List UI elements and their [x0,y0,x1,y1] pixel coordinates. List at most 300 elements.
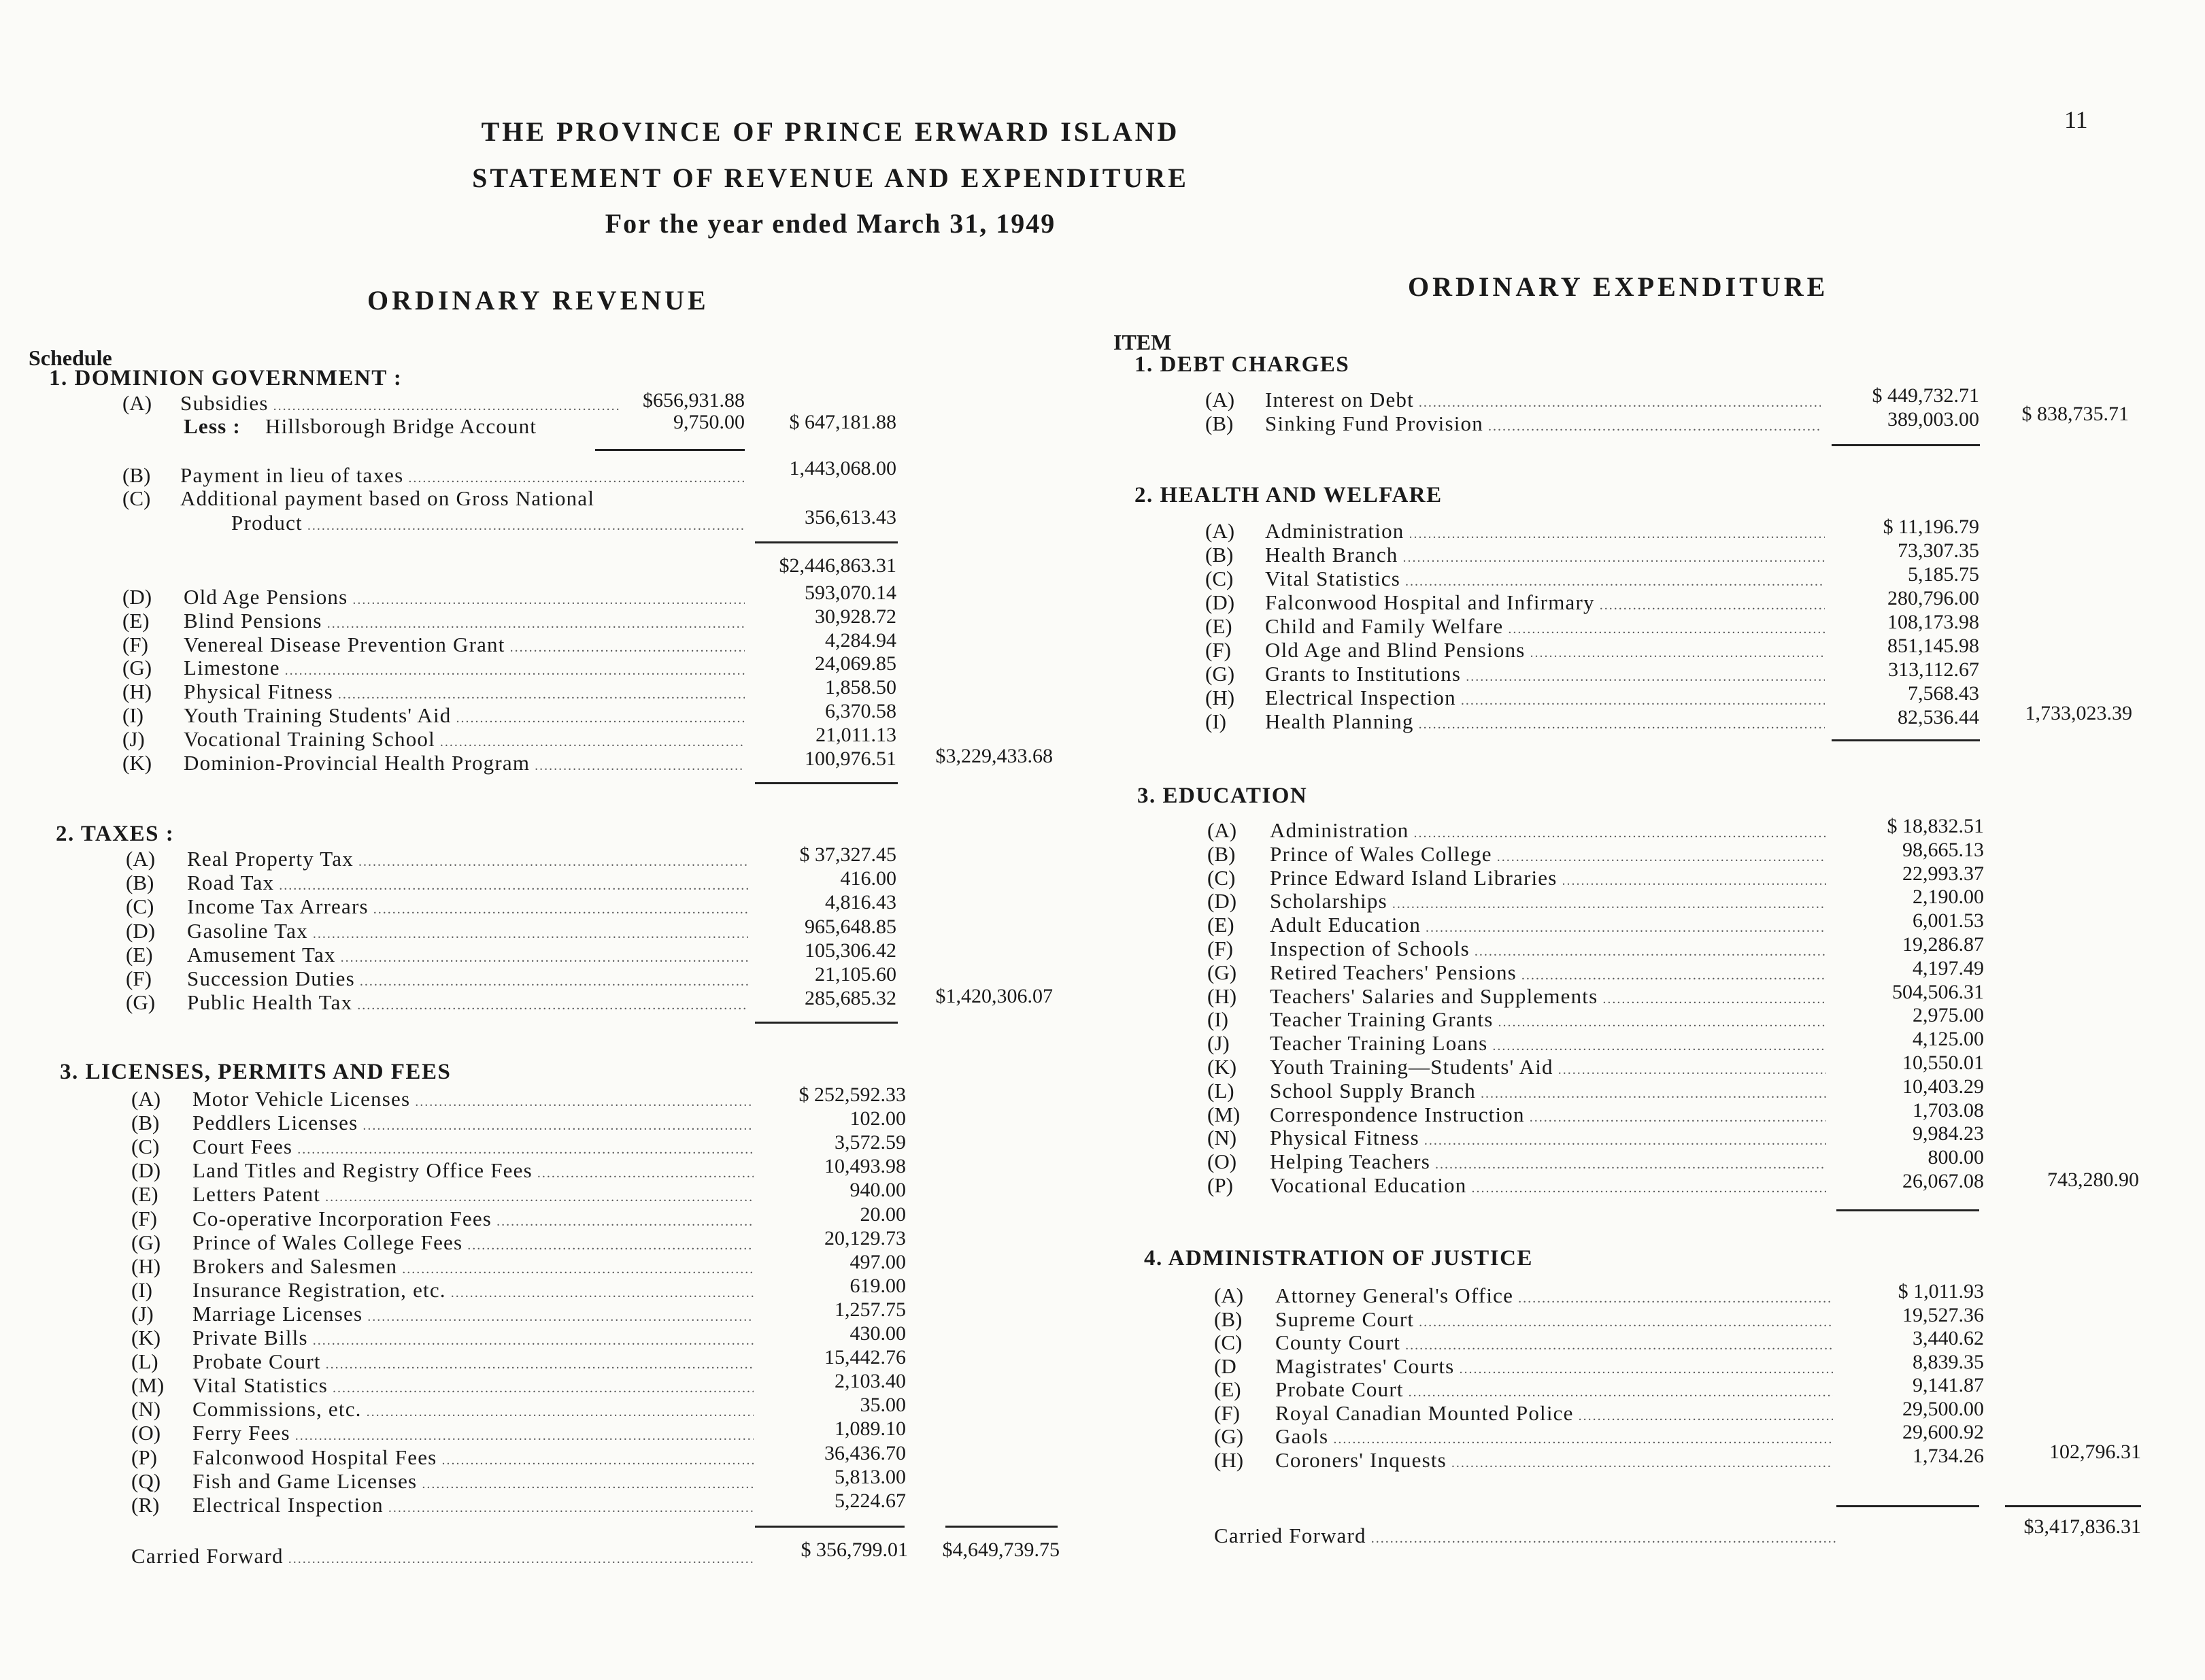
item-amount: 8,839.35 [1913,1350,1984,1373]
revenue-s1-b-row [122,463,748,488]
item-letter: (C) [1205,567,1234,590]
item-text: Payment in lieu of taxes ..... [180,463,745,490]
line-item-row [131,1349,757,1374]
revenue-section-1-total: $3,229,433.68 [935,745,1053,767]
item-letter: (C) [1207,865,1236,890]
item-amount: $ 449,732.71 [1872,384,1979,407]
line-item-row [131,1254,757,1279]
item-amount: 102.00 [849,1107,906,1130]
item-text: Inspection of Schools ..... [1270,937,1826,964]
item-letter: (A) [1207,818,1237,842]
expenditure-carried-forward-row [1214,1524,1840,1548]
item-letter: (A) [1214,1283,1244,1307]
item-text: Dominion-Provincial Health Program ..... [184,751,745,778]
line-item-row [131,1158,757,1183]
item-text: Child and Family Welfare ..... [1265,614,1825,641]
line-item-row [122,751,748,775]
item-text: Old Age Pensions ..... [184,585,745,612]
subtotal-amount: $2,446,863.31 [779,554,896,577]
item-amount: 19,527.36 [1902,1303,1984,1326]
item-letter: (P) [1207,1173,1233,1197]
item-text: Private Bills ..... [192,1326,754,1353]
item-text: Road Tax ..... [187,871,748,898]
item-amount: 36,436.70 [824,1441,906,1464]
item-letter: (B) [1205,411,1234,435]
item-text: Limestone ..... [184,656,745,683]
item-letter: (E) [126,942,153,967]
item-text: Royal Canadian Mounted Police ..... [1275,1401,1833,1428]
rule [1832,444,1980,446]
item-letter: (D [1214,1354,1236,1378]
line-item-row [131,1326,757,1350]
revenue-section-2-title: 2. TAXES : [56,822,175,846]
rule [755,1526,905,1528]
item-letter: (O) [1207,1149,1237,1174]
line-item-row [1214,1401,1836,1426]
item-amount: 10,550.01 [1902,1052,1984,1074]
line-item-row [1205,709,1828,734]
line-item-row [131,1278,757,1303]
item-letter: (G) [1207,960,1237,984]
item-amount: 2,190.00 [1913,886,1984,909]
item-amount: 416.00 [840,867,896,890]
item-amount: 21,105.60 [815,963,896,986]
rule [2005,1505,2141,1507]
line-item-row [131,1397,757,1422]
item-text: Adult Education ..... [1270,913,1826,940]
expenditure-section-4-title: 4. ADMINISTRATION OF JUSTICE [1144,1246,1533,1271]
item-amount: 851,145.98 [1887,635,1979,657]
item-amount: 2,103.40 [835,1370,906,1393]
item-amount: $ 37,327.45 [799,843,896,866]
item-amount: 7,568.43 [1908,682,1979,705]
line-item-row [126,943,752,967]
title-statement: STATEMENT OF REVENUE AND EXPENDITURE [472,163,1189,193]
item-letter: (M) [1207,1102,1241,1126]
line-item-row [122,703,748,728]
line-item-row [1207,1055,1830,1079]
item-text: Motor Vehicle Licenses ..... [192,1087,754,1114]
item-text: Gaols ..... [1275,1424,1833,1451]
item-letter: (C) [126,894,154,919]
line-item-row [126,847,752,871]
item-amount: $ 252,592.33 [798,1083,906,1106]
line-item-row [131,1207,757,1231]
item-letter: (M) [131,1373,165,1398]
line-item-row [131,1493,757,1517]
item-letter: (H) [122,679,152,704]
expenditure-section-1-title: 1. DEBT CHARGES [1134,352,1350,377]
rule [1836,1209,1979,1211]
line-item-row [1207,818,1830,843]
item-amount: $ 11,196.79 [1883,516,1979,538]
item-amount: 29,500.00 [1902,1397,1984,1420]
less-label: Less : [184,414,241,438]
item-letter: (F) [1214,1400,1240,1425]
item-text: Peddlers Licenses ..... [192,1111,754,1138]
item-letter: (F) [126,967,152,990]
item-amount: 20,129.73 [824,1226,906,1249]
item-text: Vocational Education ..... [1270,1173,1826,1200]
item-amount: 35.00 [860,1394,906,1417]
title-province: THE PROVINCE OF PRINCE ERWARD ISLAND [481,116,1180,147]
line-item-row [122,656,748,680]
line-item-row [1205,411,1824,436]
item-text: Administration ..... [1270,818,1826,845]
line-item-row [126,967,752,991]
item-text: Interest on Debt ..... [1265,388,1821,415]
line-item-row [1207,1007,1830,1032]
line-item-row [1214,1424,1836,1449]
item-text: Subsidies ..... [180,391,619,418]
line-item-row [1207,842,1830,867]
item-text: Old Age and Blind Pensions ..... [1265,638,1825,665]
item-letter: (C) [122,486,151,510]
item-letter: (K) [131,1326,161,1349]
line-item-row [131,1373,757,1398]
item-text: Probate Court ..... [1275,1377,1833,1405]
line-item-row [1205,567,1828,591]
item-text: Vital Statistics ..... [192,1373,754,1400]
item-amount: 98,665.13 [1902,838,1984,861]
item-letter: (D) [1205,590,1235,614]
item-letter: (B) [1214,1307,1243,1331]
item-text: Additional payment based on Gross National [180,486,595,510]
item-amount: 19,286.87 [1902,933,1984,956]
item-letter: (I) [1207,1007,1228,1032]
line-item-row [126,894,752,919]
item-text: Attorney General's Office ..... [1275,1283,1833,1311]
item-amount: 20.00 [860,1203,906,1226]
item-text: Land Titles and Registry Office Fees ..... [192,1158,754,1186]
item-amount: 3,440.62 [1913,1327,1984,1349]
item-text: Venereal Disease Prevention Grant ..... [184,633,745,660]
item-amount: 619.00 [849,1274,906,1297]
item-text: Falconwood Hospital Fees ..... [192,1445,754,1473]
item-letter: (B) [126,871,154,895]
line-item-row [1214,1354,1836,1379]
item-letter: (G) [126,990,156,1015]
schedule-label: Schedule [29,346,112,370]
item-amount: 1,443,068.00 [789,457,896,480]
item-amount: 5,224.67 [835,1489,906,1512]
item-amount: 105,306.42 [805,939,896,962]
item-amount: 285,685.32 [805,987,896,1010]
item-amount: 389,003.00 [1887,408,1979,431]
item-amount: 4,284.94 [825,628,896,652]
item-letter: (C) [131,1135,160,1159]
line-item-row [131,1445,757,1470]
item-amount: 1,734.26 [1913,1444,1984,1467]
item-amount: 1,089.10 [835,1417,906,1441]
item-letter: (E) [122,608,150,633]
item-letter: (G) [1205,662,1235,686]
line-item-row [1207,1149,1830,1174]
line-item-row [131,1111,757,1135]
item-letter: (H) [1205,686,1235,709]
line-item-row [1205,519,1828,543]
item-text: Grants to Institutions ..... [1265,662,1825,689]
line-item-row [126,919,752,943]
page-number: 11 [2064,106,2088,133]
item-letter: (B) [1205,543,1234,567]
item-text: Amusement Tax ..... [187,943,748,970]
item-text: Marriage Licenses ..... [192,1302,754,1329]
item-amount: 940.00 [849,1179,906,1202]
item-text: Prince of Wales College ..... [1270,842,1826,869]
item-amount: 356,613.43 [805,506,896,528]
item-amount: 4,816.43 [825,891,896,914]
item-amount: 108,173.98 [1887,611,1979,633]
item-text: Vocational Training School ..... [184,727,745,754]
line-item-row [131,1421,757,1445]
item-amount: 100,976.51 [805,747,896,770]
item-amount: 430.00 [849,1322,906,1345]
less-text: Hillsborough Bridge Account [265,414,537,438]
item-letter: (A) [122,391,152,415]
expenditure-section-1-total: $ 838,735.71 [2021,403,2129,425]
item-letter: (D) [131,1158,161,1183]
item-amount: 26,067.08 [1902,1170,1984,1192]
line-item-row [1207,913,1830,937]
item-letter: (D) [122,585,152,609]
item-text: Electrical Inspection ..... [192,1493,754,1520]
item-amount: 9,984.23 [1913,1122,1984,1145]
line-item-row [1205,614,1828,639]
line-item-row [131,1087,757,1111]
rule [755,782,898,784]
item-text: Prince Edward Island Libraries ..... [1270,866,1826,893]
item-text: Commissions, etc. ..... [192,1397,754,1424]
line-item-row [131,1302,757,1326]
item-text: Vital Statistics ..... [1265,567,1825,594]
item-amount: 800.00 [1928,1146,1984,1169]
line-item-row [1205,388,1824,412]
item-letter: (N) [1207,1126,1237,1150]
item-letter: (H) [131,1254,161,1278]
item-letter: (G) [131,1230,161,1254]
item-text: Youth Training Students' Aid ..... [184,703,745,730]
item-letter: (R) [131,1492,160,1517]
item-letter: (N) [131,1397,161,1422]
item-amount: 21,011.13 [815,723,896,746]
item-amount: 3,572.59 [835,1131,906,1154]
line-item-row [1214,1448,1836,1473]
item-text: Retired Teachers' Pensions ..... [1270,960,1826,988]
line-item-row [1207,984,1830,1009]
expenditure-section-3-title: 3. EDUCATION [1137,784,1308,808]
item-letter: (F) [131,1206,157,1230]
revenue-heading: ORDINARY REVENUE [367,285,709,316]
item-letter: (E) [1205,614,1232,638]
item-text: Sinking Fund Provision ..... [1265,411,1821,439]
item-text: Teacher Training Grants ..... [1270,1007,1826,1035]
item-amount: 10,493.98 [824,1155,906,1178]
item-letter: (I) [131,1277,152,1302]
expenditure-heading: ORDINARY EXPENDITURE [1408,271,1829,302]
item-letter: (I) [122,703,144,727]
item-text: Blind Pensions ..... [184,609,745,636]
line-item-row [1207,1103,1830,1127]
line-item-row [122,633,748,657]
line-item-row [1207,1126,1830,1150]
item-text: Teachers' Salaries and Supplements ..... [1270,984,1826,1011]
item-amount: $ 1,011.93 [1898,1280,1984,1303]
item-amount: 6,001.53 [1913,909,1984,933]
item-amount: 9,141.87 [1913,1374,1984,1396]
item-letter: (J) [131,1301,154,1326]
line-item-row [122,727,748,752]
item-text: Magistrates' Courts ..... [1275,1354,1833,1381]
item-text: Prince of Wales College Fees ..... [192,1230,754,1258]
item-amount: 29,600.92 [1902,1421,1984,1443]
item-text: Co-operative Incorporation Fees ..... [192,1207,754,1234]
item-text: Electrical Inspection ..... [1265,686,1825,713]
item-letter: (P) [131,1445,157,1469]
item-amount: 497.00 [849,1250,906,1273]
line-item-row [1205,543,1828,567]
item-text: Health Planning ..... [1265,709,1825,737]
item-amount: 4,197.49 [1913,956,1984,979]
item-letter: (I) [1205,709,1226,733]
item-amount: 5,185.75 [1908,563,1979,586]
line-item-row [1214,1307,1836,1332]
item-amount: 1,257.75 [835,1298,906,1321]
carried-forward-label: Carried Forward ..... [131,1544,754,1571]
expenditure-section-3-total: 743,280.90 [2047,1169,2139,1191]
item-amount: 82,536.44 [1898,706,1979,728]
item-letter: (L) [1207,1078,1234,1103]
item-letter: (E) [131,1182,158,1207]
item-text: Falconwood Hospital and Infirmary ..... [1265,590,1825,618]
item-letter: (A) [131,1087,161,1111]
item-amount: 10,403.29 [1902,1075,1984,1098]
item-letter: (J) [1207,1031,1230,1056]
net-subsidies-amount: $ 647,181.88 [789,411,896,433]
line-item-row [1207,937,1830,961]
item-text: Physical Fitness ..... [184,679,745,707]
item-text: County Court ..... [1275,1330,1833,1358]
item-amount: 593,070.14 [805,582,896,604]
line-item-row [1207,889,1830,913]
expenditure-section-4-total: 102,796.31 [2049,1441,2141,1463]
item-text: Supreme Court ..... [1275,1307,1833,1334]
item-text: Teacher Training Loans ..... [1270,1031,1826,1058]
line-item-row [131,1469,757,1494]
item-text: Youth Training—Students' Aid ..... [1270,1055,1826,1082]
item-text: Scholarships ..... [1270,889,1826,916]
item-amount: 5,813.00 [835,1465,906,1488]
item-text: Correspondence Instruction ..... [1270,1103,1826,1130]
line-item-row [1214,1283,1836,1308]
item-text: Brokers and Salesmen ..... [192,1254,754,1281]
item-letter: (H) [1207,984,1237,1008]
item-letter: (F) [1205,638,1231,662]
item-letter: (D) [126,918,156,943]
item-letter: (B) [1207,841,1236,866]
line-item-row [1207,866,1830,890]
item-amount: 2,975.00 [1913,1004,1984,1027]
revenue-carried-forward-subtotal: $ 356,799.01 [801,1539,908,1561]
item-letter: (C) [1214,1330,1243,1354]
item-letter: (E) [1214,1377,1241,1401]
item-amount: 22,993.37 [1902,862,1984,885]
line-item-row [1207,1173,1830,1198]
item-text: Physical Fitness ..... [1270,1126,1826,1153]
item-letter: (D) [1207,889,1237,913]
item-letter: (H) [1214,1447,1244,1472]
revenue-section-2-total: $1,420,306.07 [935,985,1053,1007]
line-item-row [126,990,752,1015]
item-text: Ferry Fees ..... [192,1421,754,1448]
item-amount: 73,307.35 [1898,539,1979,562]
item-text: Gasoline Tax ..... [187,919,748,946]
rule [945,1526,1058,1528]
line-item-row [1205,638,1828,662]
item-amount: 15,442.76 [824,1346,906,1369]
item-amount: 1,858.50 [825,676,896,699]
item-amount: 965,648.85 [805,915,896,938]
line-item-row [1205,686,1828,710]
title-period: For the year ended March 31, 1949 [605,208,1056,239]
item-amount: 4,125.00 [1913,1028,1984,1051]
item-letter: (A) [126,847,156,871]
carried-forward-label: Carried Forward ..... [1214,1524,1836,1551]
item-letter: (F) [122,632,148,656]
item-letter: (Q) [131,1468,161,1493]
item-letter: (E) [1207,913,1234,937]
line-item-row [1207,1031,1830,1056]
expenditure-section-2-total: 1,733,023.39 [2025,702,2132,724]
line-item-row [131,1135,757,1159]
item-amount: 6,370.58 [825,700,896,722]
subsidies-amount: $656,931.88 [643,389,745,411]
item-amount: $ 18,832.51 [1887,815,1984,837]
item-text: Public Health Tax ..... [187,990,748,1018]
item-amount: 30,928.72 [815,605,896,628]
item-text: Fish and Game Licenses ..... [192,1469,754,1496]
item-text: Probate Court ..... [192,1349,754,1377]
line-item-row [131,1182,757,1207]
item-text: Product ..... [231,511,745,538]
line-item-row [126,871,752,895]
expenditure-carried-forward-total: $3,417,836.31 [2023,1515,2141,1538]
item-text: Insurance Registration, etc. ..... [192,1278,754,1305]
rule [755,1022,898,1024]
item-text: Helping Teachers ..... [1270,1149,1826,1177]
item-letter: (L) [131,1349,158,1374]
item-text: Income Tax Arrears ..... [187,894,748,922]
revenue-carried-forward-total: $4,649,739.75 [942,1539,1060,1561]
revenue-s1-c-row [122,486,748,511]
item-letter: (A) [1205,519,1235,543]
item-text: Real Property Tax ..... [187,847,748,874]
item-letter: (G) [1214,1424,1244,1448]
line-item-row [122,609,748,633]
expenditure-section-2-title: 2. HEALTH AND WELFARE [1134,483,1443,507]
revenue-section-1-title: 1. DOMINION GOVERNMENT : [49,366,403,390]
item-letter: (A) [1205,388,1235,411]
rule [1836,1505,1979,1507]
line-item-row [1207,1079,1830,1103]
line-item-row [1207,960,1830,985]
item-label: ITEM [1113,330,1172,354]
line-item-row [1214,1330,1836,1355]
line-item-row [1205,590,1828,615]
item-letter: (B) [131,1111,160,1135]
item-text: Health Branch ..... [1265,543,1825,570]
item-letter: (J) [122,726,145,751]
